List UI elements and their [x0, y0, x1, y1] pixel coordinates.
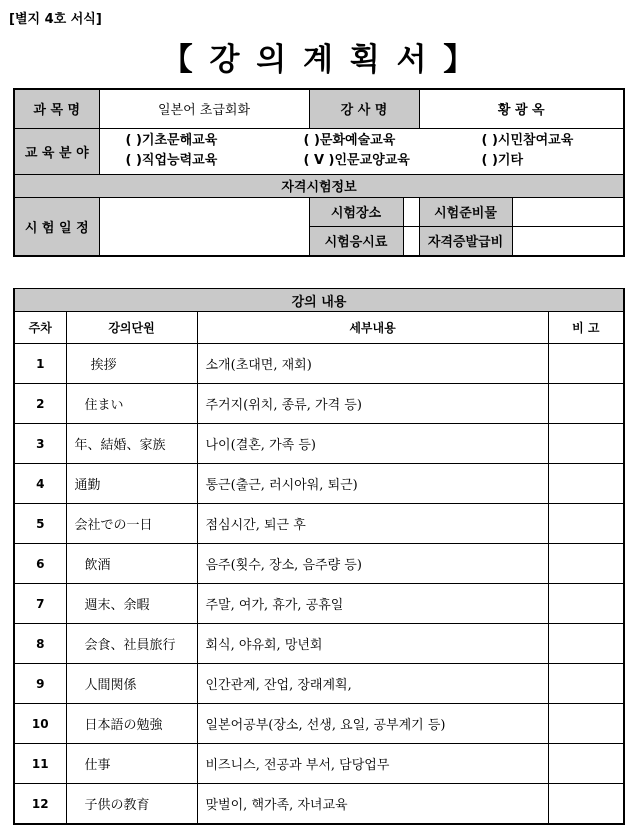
- category-option[interactable]: ( V )인문교양교육: [303, 153, 410, 168]
- exam-date-label: 시 험 일 정: [14, 197, 99, 256]
- week-cell: 3: [14, 424, 66, 464]
- detail-cell: 주말, 여가, 휴가, 공휴일: [197, 584, 548, 624]
- exam-prep-label-cell: [419, 204, 513, 232]
- content-table: [13, 288, 625, 825]
- note-cell[interactable]: [548, 704, 624, 744]
- subject-value: 일본어 초급회화: [99, 89, 309, 128]
- note-cell[interactable]: [548, 504, 624, 544]
- unit-cell: 仕事: [66, 744, 197, 784]
- table-row: [14, 464, 624, 504]
- note-cell[interactable]: [548, 744, 624, 784]
- exam-prep-label: 시험준비물: [419, 197, 512, 226]
- detail-cell: 회식, 야유회, 망년회: [197, 624, 548, 664]
- field-label: 교 육 분 야: [14, 128, 99, 174]
- week-cell: 5: [14, 504, 66, 544]
- week-cell: 2: [14, 384, 66, 424]
- unit-cell: 挨拶: [66, 344, 197, 384]
- unit-cell: 通勤: [66, 464, 197, 504]
- note-cell[interactable]: [548, 584, 624, 624]
- note-cell[interactable]: [548, 784, 624, 825]
- detail-cell: 맞벌이, 핵가족, 자녀교육: [197, 784, 548, 825]
- table-row: [14, 744, 624, 784]
- unit-cell: 会食、社員旅行: [66, 624, 197, 664]
- detail-cell: 일본어공부(장소, 선생, 요일, 공부계기 등): [197, 704, 548, 744]
- week-cell: 7: [14, 584, 66, 624]
- table-row: [14, 424, 624, 464]
- week-cell: 12: [14, 784, 66, 825]
- note-cell[interactable]: [548, 464, 624, 504]
- detail-cell: 주거지(위치, 종류, 가격 등): [197, 384, 548, 424]
- week-cell: 4: [14, 464, 66, 504]
- unit-cell: 人間関係: [66, 664, 197, 704]
- detail-cell: 음주(횟수, 장소, 음주량 등): [197, 544, 548, 584]
- week-cell: 9: [14, 664, 66, 704]
- detail-cell: 점심시간, 퇴근 후: [197, 504, 548, 544]
- category-option[interactable]: ( )직업능력교육: [125, 153, 218, 168]
- table-row: [14, 544, 624, 584]
- exam-place-value[interactable]: [404, 198, 419, 226]
- category-option[interactable]: ( )기초문해교육: [125, 133, 218, 148]
- exam-prep-value[interactable]: [512, 197, 624, 226]
- week-cell: 6: [14, 544, 66, 584]
- instructor-label: 강 사 명: [309, 89, 419, 128]
- header-note: 비 고: [548, 312, 624, 344]
- week-cell: 11: [14, 744, 66, 784]
- header-detail: 세부내용: [197, 312, 548, 344]
- detail-cell: 통근(출근, 러시아워, 퇴근): [197, 464, 548, 504]
- detail-cell: 소개(초대면, 재회): [197, 344, 548, 384]
- table-row: [14, 664, 624, 704]
- exam-place-value-cell: [309, 197, 419, 226]
- table-row: [14, 504, 624, 544]
- table-row: [14, 344, 624, 384]
- note-cell[interactable]: [548, 664, 624, 704]
- cert-section-title: 자격시험정보: [14, 174, 624, 197]
- category-option[interactable]: ( )기타: [481, 153, 524, 168]
- note-cell[interactable]: [548, 624, 624, 664]
- category-option[interactable]: ( )문화예술교육: [303, 133, 396, 148]
- note-cell[interactable]: [548, 384, 624, 424]
- unit-cell: 年、結婚、家族: [66, 424, 197, 464]
- document-title: 【 강 의 계 획 서 】: [161, 42, 478, 78]
- unit-cell: 日本語の勉強: [66, 704, 197, 744]
- unit-cell: 会社での一日: [66, 504, 197, 544]
- category-option[interactable]: ( )시민참여교육: [481, 133, 574, 148]
- detail-cell: 나이(결혼, 가족 등): [197, 424, 548, 464]
- form-label: [별지 4호 서식]: [9, 12, 102, 27]
- note-cell[interactable]: [548, 424, 624, 464]
- exam-fee-value[interactable]: [404, 227, 419, 255]
- week-cell: 10: [14, 704, 66, 744]
- unit-cell: 飲酒: [66, 544, 197, 584]
- table-row: [14, 624, 624, 664]
- note-cell[interactable]: [548, 344, 624, 384]
- week-cell: 8: [14, 624, 66, 664]
- instructor-value: 황 광 옥: [419, 89, 624, 128]
- exam-date-value[interactable]: [99, 197, 309, 256]
- detail-cell: 인간관계, 잔업, 장래계획,: [197, 664, 548, 704]
- info-table: [13, 88, 625, 257]
- header-unit: 강의단원: [66, 312, 197, 344]
- content-section-title: 강의 내용: [14, 289, 624, 312]
- exam-place-label: 시험장소: [310, 198, 404, 226]
- week-cell: 1: [14, 344, 66, 384]
- field-categories: [99, 128, 624, 174]
- table-row: [14, 704, 624, 744]
- exam-fee-label: 시험응시료: [310, 227, 404, 255]
- unit-cell: 住まい: [66, 384, 197, 424]
- table-row: [14, 784, 624, 825]
- unit-cell: 週末、余暇: [66, 584, 197, 624]
- table-row: [14, 384, 624, 424]
- exam-fee-value-cell: [309, 226, 419, 256]
- cert-fee-value[interactable]: [512, 226, 624, 256]
- table-row: [14, 584, 624, 624]
- detail-cell: 비즈니스, 전공과 부서, 담당업무: [197, 744, 548, 784]
- header-week: 주차: [14, 312, 66, 344]
- subject-label: 과 목 명: [14, 89, 99, 128]
- unit-cell: 子供の教育: [66, 784, 197, 825]
- cert-fee-label: 자격증발급비: [419, 226, 512, 256]
- note-cell[interactable]: [548, 544, 624, 584]
